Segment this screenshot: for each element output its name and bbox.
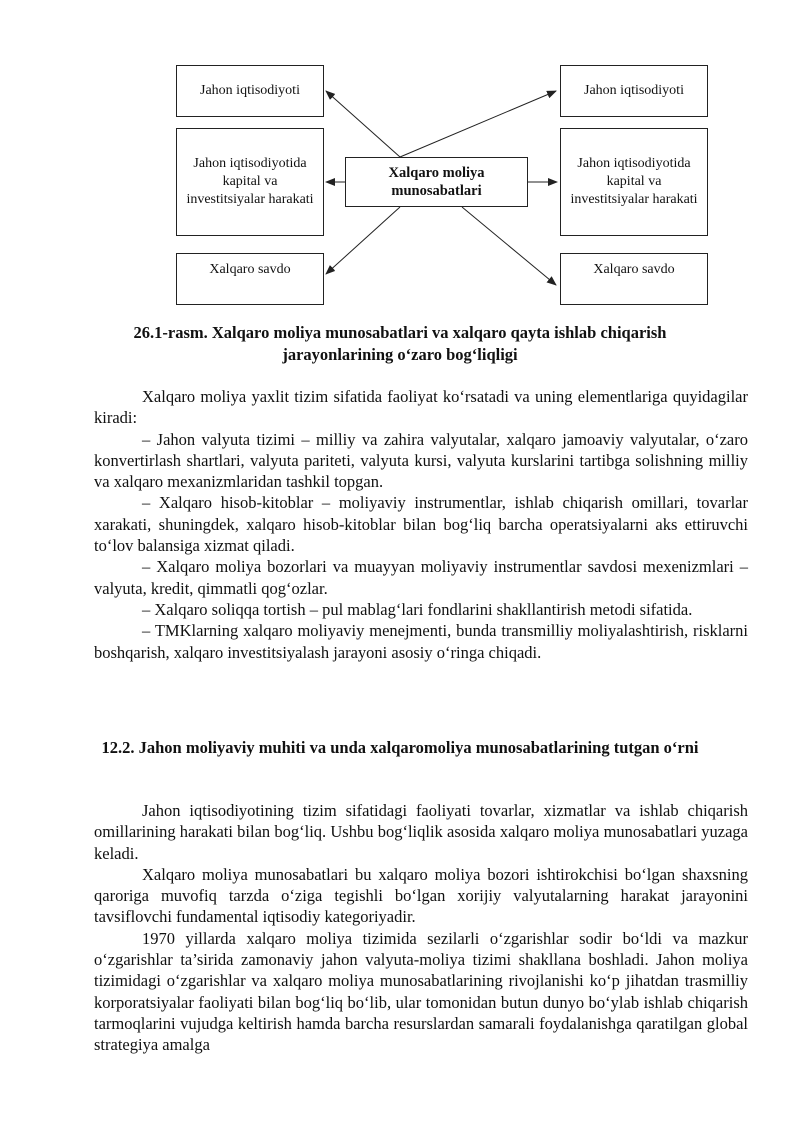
box-left-bottom-label: Xalqaro savdo bbox=[209, 262, 291, 277]
box-right-mid bbox=[560, 128, 708, 236]
box-right-bottom-label: Xalqaro savdo bbox=[593, 262, 675, 277]
list-item: – TMKlarning xalqaro moliyaviy menejmenti, bunda transmilliy moliyalashtirish, risklarni boshqarish, xalqaro investitsiyalash jarayoni asosiy o‘ringa chiqadi. bbox=[94, 621, 748, 662]
paragraph: Jahon iqtisodiyotining tizim sifatidagi faoliyati tovarlar, xizmatlar va ishlab chiqarish omillarining harakati bilan bog‘liq. Ushbu bog‘liqlik asosida xalqaro moliya munosabatlari yuzaga keladi. bbox=[94, 801, 748, 863]
section1-body bbox=[94, 386, 748, 663]
box-left-top-label: Jahon iqtisodiyoti bbox=[200, 83, 300, 98]
box-right-top bbox=[560, 65, 708, 117]
box-left-mid bbox=[176, 128, 324, 236]
box-right-mid-label: Jahon iqtisodiyotida kapital va investitsiyalar harakati bbox=[570, 156, 698, 207]
diagram bbox=[0, 0, 800, 315]
list-item: – Xalqaro hisob-kitoblar – moliyaviy instrumentlar, ishlab chiqarish omillari, tovarlar xarakati, shuningdek, xalqaro hisob-kitoblar bilan bog‘liq barcha operatsiyalarni aks ettiruvchi to‘lov balansiga xizmat qiladi. bbox=[94, 493, 748, 556]
box-center-label: Xalqaro moliya munosabatlari bbox=[388, 165, 485, 199]
box-center bbox=[345, 157, 528, 207]
arrow-to-left-top bbox=[326, 91, 400, 157]
box-right-top-label: Jahon iqtisodiyoti bbox=[584, 83, 684, 98]
paragraph: Xalqaro moliya munosabatlari bu xalqaro moliya bozori ishtirokchisi bo‘lgan shaxsning qaroriga muvofiq tarzda o‘ziga tegishli bo‘lgan xorijiy valyutalarning harakat jarayonini tavsiflovchi fundamental iqtisodiy kategoriyadir. bbox=[94, 864, 748, 927]
list-item: – Jahon valyuta tizimi – milliy va zahira valyutalar, xalqaro jamoaviy valyutalar, o‘zaro konvertirlash shartlari, valyuta pariteti, valyuta kursi, valyuta kurslarini tartibga solishning milliy va xalqaro mexanizmlaridan tashkil topgan. bbox=[94, 429, 748, 492]
paragraph: 1970 yillarda xalqaro moliya tizimida sezilarli o‘zgarishlar sodir bo‘ldi va mazkur o‘zgarishlar ta’sirida zamonaviy jahon valyuta-moliya tizimi shakllana boshladi. Jahon moliya tizimidagi o‘zgarishlar va xalqaro moliya munosabatlarining rivojlanishi ko‘p jihatdan trasmilliy korporatsiyalar faoliyati bilan bog‘liq bo‘lib, ular tomonidan butun dunyo bo‘ylab ishlab chiqarish tarmoqlarini vujudga keltirish hamda barcha resurslardan samarali foydalanishga qaratilgan global strategiya amalga bbox=[94, 928, 748, 1055]
list-item: – Xalqaro moliya bozorlari va muayyan moliyaviy instrumentlar savdosi mexenizmlari – valyuta, kredit, qimmatli qog‘ozlar. bbox=[94, 557, 748, 598]
section-title: 12.2. Jahon moliyaviy muhiti va unda xalqaromoliya munosabatlarining tutgan o‘rni bbox=[101, 738, 699, 757]
box-left-mid-label: Jahon iqtisodiyotida kapital va investitsiyalar harakati bbox=[186, 156, 314, 207]
section2-body bbox=[94, 800, 748, 1056]
box-right-bottom bbox=[560, 253, 708, 305]
arrow-to-right-bottom bbox=[462, 207, 556, 285]
figure-caption: 26.1-rasm. Xalqaro moliya munosabatlari va xalqaro qayta ishlab chiqarish jarayonlarining o‘zaro bog‘liqligi bbox=[133, 323, 667, 364]
list-item: – Xalqaro soliqqa tortish – pul mablag‘lari fondlarini shakllantirish metodi sifatida. bbox=[142, 599, 693, 619]
box-left-bottom bbox=[176, 253, 324, 305]
box-left-top bbox=[176, 65, 324, 117]
section1-intro: Xalqaro moliya yaxlit tizim sifatida faoliyat ko‘rsatadi va uning elementlariga quyidagilar kiradi: bbox=[94, 387, 748, 428]
arrow-to-right-top bbox=[400, 91, 556, 157]
arrow-to-left-bottom bbox=[326, 207, 400, 274]
